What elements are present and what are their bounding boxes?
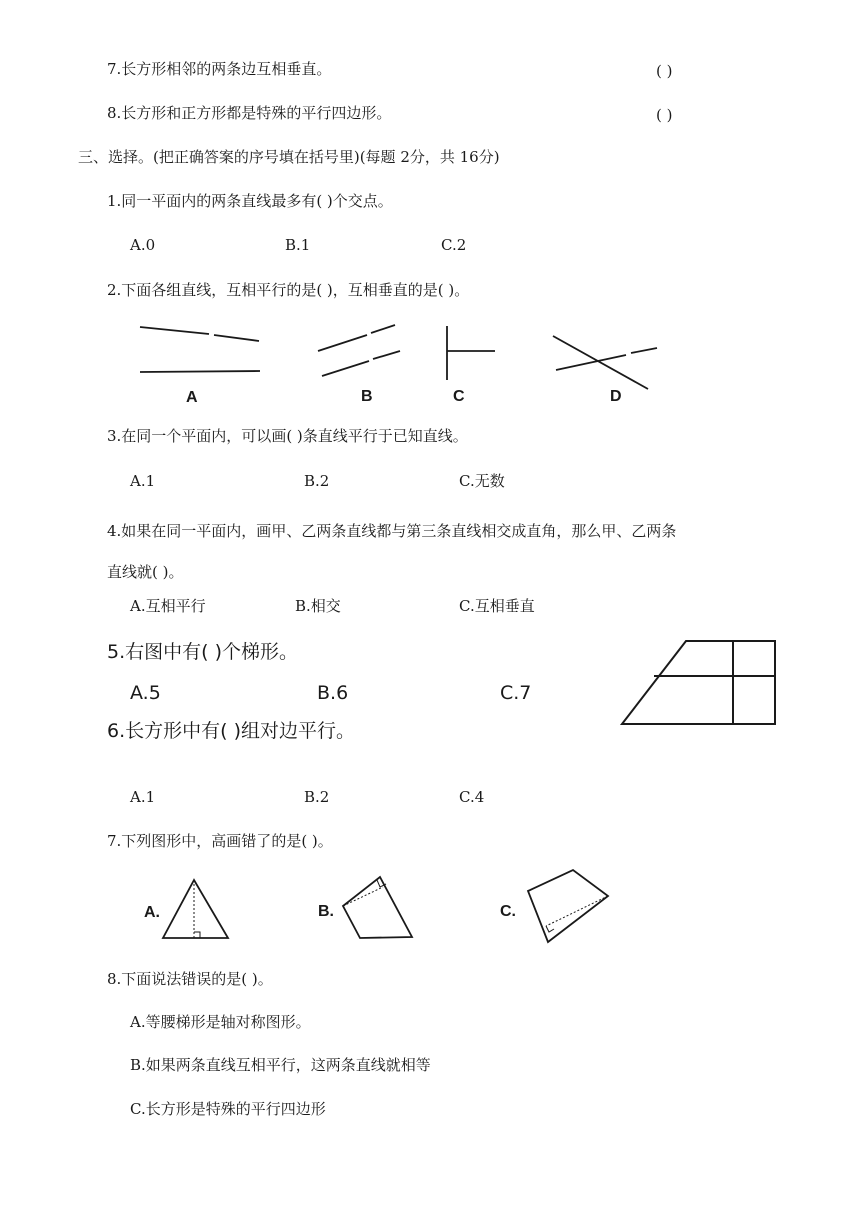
q1-option-b[interactable]: B.1 — [285, 236, 311, 254]
q7-label-b: B. — [318, 903, 334, 920]
q3-stem: 3.在同一个平面内，可以画( )条直线平行于已知直线。 — [107, 427, 468, 445]
q4-stem-line1: 4.如果在同一平面内，画甲、乙两条直线都与第三条直线相交成直角，那么甲、乙两条 — [107, 522, 677, 540]
q7-label-c: C. — [500, 903, 516, 920]
q7-c-quad — [528, 870, 608, 942]
q5-option-c[interactable]: C.7 — [500, 682, 532, 704]
q7-a-triangle — [163, 880, 228, 938]
q6-stem: 6.长方形中有( )组对边平行。 — [107, 720, 355, 742]
q6-option-b[interactable]: B.2 — [304, 788, 330, 806]
judge-q7-text: 7.长方形相邻的两条边互相垂直。 — [107, 60, 332, 78]
judge-q7-answer-paren[interactable]: ( ) — [656, 62, 673, 80]
q2-label-b: B — [361, 388, 373, 405]
q7-stem: 7.下列图形中，高画错了的是( )。 — [107, 832, 333, 850]
q3-option-c[interactable]: C.无数 — [459, 472, 505, 490]
q1-stem: 1.同一平面内的两条直线最多有( )个交点。 — [107, 192, 393, 210]
q8-option-a[interactable]: A.等腰梯形是轴对称图形。 — [130, 1013, 311, 1031]
q5-option-a[interactable]: A.5 — [130, 682, 161, 704]
q2-stem: 2.下面各组直线，互相平行的是( )，互相垂直的是( )。 — [107, 281, 470, 299]
judge-q8-text: 8.长方形和正方形都是特殊的平行四边形。 — [107, 104, 392, 122]
q4-option-a[interactable]: A.互相平行 — [130, 597, 206, 615]
q1-option-a[interactable]: A.0 — [130, 236, 156, 254]
q4-stem-line2: 直线就( )。 — [107, 563, 184, 581]
q6-option-a[interactable]: A.1 — [130, 788, 156, 806]
section3-header: 三、选择。(把正确答案的序号填在括号里)(每题 2分，共 16分) — [78, 148, 500, 166]
q4-option-b[interactable]: B.相交 — [295, 597, 341, 615]
q4-option-c[interactable]: C.互相垂直 — [459, 597, 535, 615]
q7-b-quad — [343, 877, 412, 938]
q1-option-c[interactable]: C.2 — [441, 236, 467, 254]
q2-label-d: D — [610, 388, 622, 405]
q8-option-c[interactable]: C.长方形是特殊的平行四边形 — [130, 1100, 326, 1118]
q5-stem: 5.右图中有( )个梯形。 — [107, 641, 298, 663]
q3-option-a[interactable]: A.1 — [130, 472, 156, 490]
q5-option-b[interactable]: B.6 — [317, 682, 349, 704]
q8-stem: 8.下面说法错误的是( )。 — [107, 970, 273, 988]
q2-label-a: A — [186, 389, 198, 406]
q8-option-b[interactable]: B.如果两条直线互相平行，这两条直线就相等 — [130, 1056, 431, 1074]
q2-label-c: C — [453, 388, 465, 405]
q7-label-a: A. — [144, 904, 160, 921]
q7-c-height — [546, 896, 608, 926]
q3-option-b[interactable]: B.2 — [304, 472, 330, 490]
q6-option-c[interactable]: C.4 — [459, 788, 485, 806]
judge-q8-answer-paren[interactable]: ( ) — [656, 106, 673, 124]
